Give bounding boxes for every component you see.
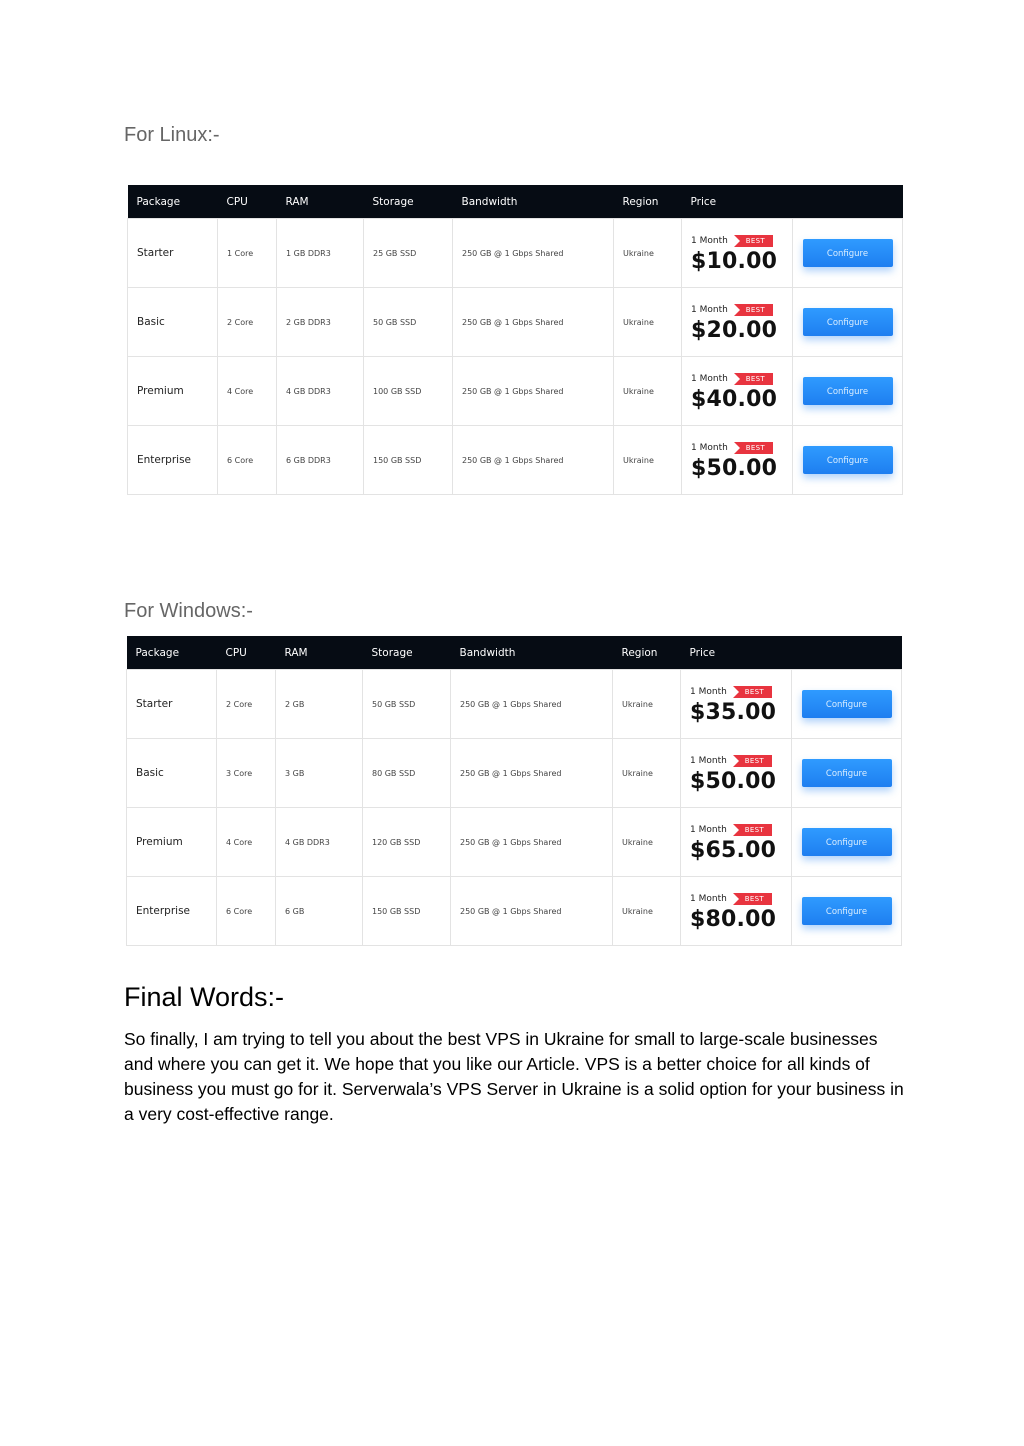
column-header-price: Price	[682, 185, 793, 219]
ram-cell: 3 GB	[276, 739, 363, 808]
configure-button[interactable]: Configure	[802, 828, 892, 856]
best-badge: BEST	[733, 686, 772, 698]
bandwidth-cell: 250 GB @ 1 Gbps Shared	[453, 288, 614, 357]
package-cell: Basic	[127, 739, 217, 808]
price-cell	[682, 288, 793, 357]
storage-cell: 50 GB SSD	[363, 670, 451, 739]
action-cell	[793, 219, 903, 288]
price-amount: $80.00	[690, 906, 777, 932]
package-cell: Starter	[127, 670, 217, 739]
storage-cell: 50 GB SSD	[364, 288, 453, 357]
bandwidth-cell: 250 GB @ 1 Gbps Shared	[451, 877, 613, 946]
column-header-ram: RAM	[276, 636, 363, 670]
price-cell	[682, 219, 793, 288]
column-header-bandwidth: Bandwidth	[451, 636, 613, 670]
price-cell	[681, 808, 792, 877]
ram-cell: 1 GB DDR3	[277, 219, 364, 288]
configure-button[interactable]: Configure	[802, 690, 892, 718]
price-amount: $50.00	[690, 768, 777, 794]
ram-cell: 2 GB DDR3	[277, 288, 364, 357]
region-cell: Ukraine	[614, 219, 682, 288]
package-cell: Premium	[128, 357, 218, 426]
package-cell: Basic	[128, 288, 218, 357]
region-cell: Ukraine	[613, 877, 681, 946]
best-badge: BEST	[734, 235, 773, 247]
best-badge: BEST	[734, 304, 773, 316]
price-amount: $10.00	[691, 248, 778, 274]
windows-pricing-table	[126, 636, 902, 946]
table-row	[128, 357, 903, 426]
bandwidth-cell: 250 GB @ 1 Gbps Shared	[453, 357, 614, 426]
column-header-price: Price	[681, 636, 792, 670]
cpu-cell: 3 Core	[217, 739, 276, 808]
bandwidth-cell: 250 GB @ 1 Gbps Shared	[453, 426, 614, 495]
best-badge: BEST	[733, 893, 772, 905]
price-cell	[681, 670, 792, 739]
price-amount: $65.00	[690, 837, 777, 863]
table-row	[128, 288, 903, 357]
configure-button[interactable]: Configure	[803, 446, 893, 474]
billing-term: 1 Month	[690, 824, 727, 835]
table-row	[128, 219, 903, 288]
ram-cell: 2 GB	[276, 670, 363, 739]
price-amount: $40.00	[691, 386, 778, 412]
linux-heading: For Linux:-	[124, 124, 220, 146]
table-header-row	[127, 636, 902, 670]
ram-cell: 4 GB DDR3	[277, 357, 364, 426]
column-header-region: Region	[613, 636, 681, 670]
best-badge: BEST	[734, 442, 773, 454]
region-cell: Ukraine	[613, 808, 681, 877]
column-header-storage: Storage	[364, 185, 453, 219]
action-cell	[793, 357, 903, 426]
column-header-action	[793, 185, 903, 219]
column-header-cpu: CPU	[218, 185, 277, 219]
best-badge: BEST	[733, 824, 772, 836]
final-words-paragraph: So finally, I am trying to tell you about the best VPS in Ukraine for small to large-scale businesses and where you can get it. We hope that you like our Article. VPS is a better choice for all kinds of business you must go for it. Serverwala’s VPS Server in Ukraine is a solid option for your business in a very cost-effective range.	[124, 1029, 904, 1124]
bandwidth-cell: 250 GB @ 1 Gbps Shared	[451, 670, 613, 739]
column-header-bandwidth: Bandwidth	[453, 185, 614, 219]
cpu-cell: 4 Core	[217, 808, 276, 877]
billing-term: 1 Month	[690, 755, 727, 766]
column-header-storage: Storage	[363, 636, 451, 670]
action-cell	[793, 426, 903, 495]
ram-cell: 6 GB DDR3	[277, 426, 364, 495]
region-cell: Ukraine	[614, 288, 682, 357]
price-amount: $20.00	[691, 317, 778, 343]
configure-button[interactable]: Configure	[803, 377, 893, 405]
package-cell: Enterprise	[128, 426, 218, 495]
column-header-package: Package	[127, 636, 217, 670]
package-cell: Enterprise	[127, 877, 217, 946]
region-cell: Ukraine	[614, 357, 682, 426]
billing-term: 1 Month	[691, 373, 728, 384]
package-cell: Premium	[127, 808, 217, 877]
table-row	[127, 808, 902, 877]
bandwidth-cell: 250 GB @ 1 Gbps Shared	[451, 739, 613, 808]
configure-button[interactable]: Configure	[802, 897, 892, 925]
storage-cell: 25 GB SSD	[364, 219, 453, 288]
action-cell	[793, 288, 903, 357]
bandwidth-cell: 250 GB @ 1 Gbps Shared	[453, 219, 614, 288]
table-row	[127, 670, 902, 739]
cpu-cell: 6 Core	[217, 877, 276, 946]
cpu-cell: 1 Core	[218, 219, 277, 288]
billing-term: 1 Month	[690, 686, 727, 697]
windows-heading: For Windows:-	[124, 600, 253, 622]
table-header-row	[128, 185, 903, 219]
configure-button[interactable]: Configure	[803, 308, 893, 336]
price-amount: $50.00	[691, 455, 778, 481]
column-header-package: Package	[128, 185, 218, 219]
ram-cell: 4 GB DDR3	[276, 808, 363, 877]
column-header-action	[792, 636, 902, 670]
action-cell	[792, 877, 902, 946]
storage-cell: 150 GB SSD	[363, 877, 451, 946]
configure-button[interactable]: Configure	[803, 239, 893, 267]
ram-cell: 6 GB	[276, 877, 363, 946]
billing-term: 1 Month	[691, 235, 728, 246]
cpu-cell: 6 Core	[218, 426, 277, 495]
cpu-cell: 4 Core	[218, 357, 277, 426]
price-cell	[682, 426, 793, 495]
billing-term: 1 Month	[691, 442, 728, 453]
cpu-cell: 2 Core	[217, 670, 276, 739]
table-row	[128, 426, 903, 495]
price-cell	[682, 357, 793, 426]
region-cell: Ukraine	[614, 426, 682, 495]
package-cell: Starter	[128, 219, 218, 288]
price-cell	[681, 739, 792, 808]
column-header-cpu: CPU	[217, 636, 276, 670]
billing-term: 1 Month	[690, 893, 727, 904]
action-cell	[792, 808, 902, 877]
storage-cell: 120 GB SSD	[363, 808, 451, 877]
action-cell	[792, 739, 902, 808]
column-header-ram: RAM	[277, 185, 364, 219]
storage-cell: 100 GB SSD	[364, 357, 453, 426]
column-header-region: Region	[614, 185, 682, 219]
final-words-heading: Final Words:-	[124, 982, 285, 1012]
linux-pricing-table	[127, 185, 903, 495]
best-badge: BEST	[734, 373, 773, 385]
storage-cell: 80 GB SSD	[363, 739, 451, 808]
table-row	[127, 739, 902, 808]
price-amount: $35.00	[690, 699, 777, 725]
action-cell	[792, 670, 902, 739]
region-cell: Ukraine	[613, 670, 681, 739]
storage-cell: 150 GB SSD	[364, 426, 453, 495]
best-badge: BEST	[733, 755, 772, 767]
configure-button[interactable]: Configure	[802, 759, 892, 787]
table-row	[127, 877, 902, 946]
billing-term: 1 Month	[691, 304, 728, 315]
region-cell: Ukraine	[613, 739, 681, 808]
cpu-cell: 2 Core	[218, 288, 277, 357]
price-cell	[681, 877, 792, 946]
bandwidth-cell: 250 GB @ 1 Gbps Shared	[451, 808, 613, 877]
